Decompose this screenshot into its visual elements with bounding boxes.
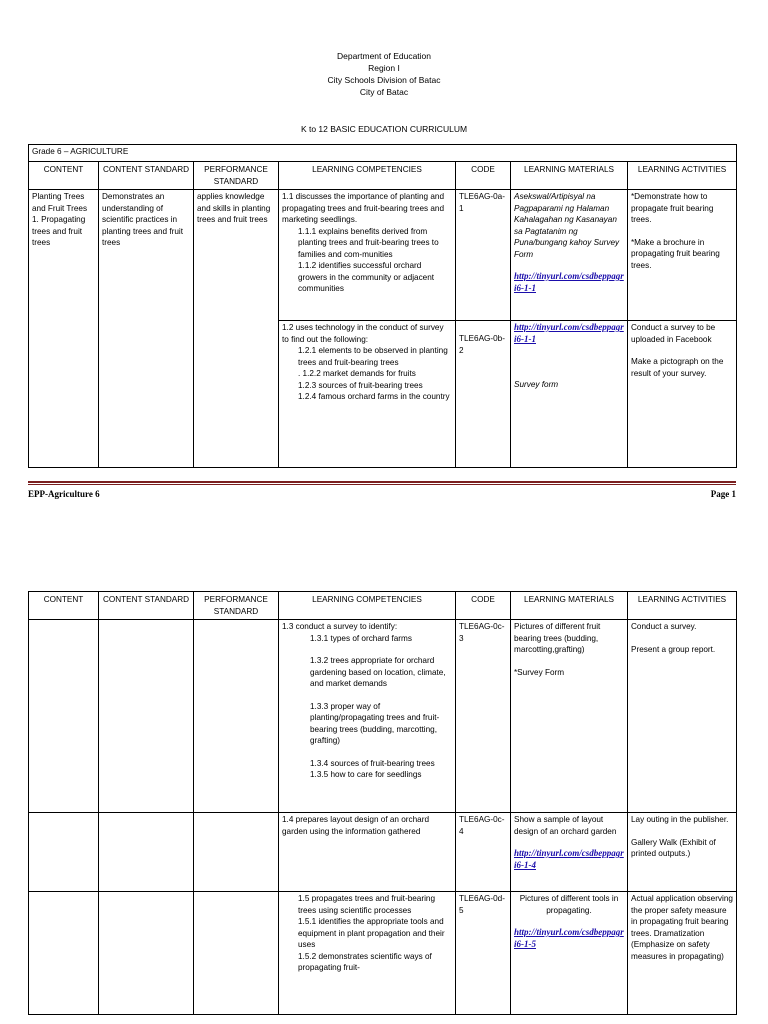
footer-page-number: Page 1 xyxy=(710,489,736,499)
competency-1-3-1: 1.3.1 types of orchard farms xyxy=(310,633,412,643)
col-content: CONTENT xyxy=(29,592,99,620)
competency-1-5-1: 1.5.1 identifies the appropriate tools and equipment in plant propagation and their uses xyxy=(298,917,445,949)
activity-1: Lay outing in the publisher. xyxy=(631,815,729,824)
code-cell: TLE6AG-0a-1 xyxy=(456,190,511,321)
activity-1: *Demonstrate how to propagate fruit bearing trees. xyxy=(631,192,714,224)
col-code: CODE xyxy=(456,592,511,620)
col-performance-standard: PERFORMANCE STANDARD xyxy=(194,592,279,620)
performance-standard-cell xyxy=(194,813,279,892)
activities-cell: Actual application observing the proper safety measure in propagating fruit bearing trees. Dramatization (Emphasize on safety measures in propagating) xyxy=(628,892,737,1015)
content-cell xyxy=(29,892,99,1015)
activity-2: Make a pictograph on the result of your survey. xyxy=(631,357,724,378)
materials-cell xyxy=(511,620,628,813)
materials-link[interactable]: http://tinyurl.com/csdbeppagri6-1-4 xyxy=(514,848,624,870)
col-learning-competencies: LEARNING COMPETENCIES xyxy=(279,592,456,620)
activities-cell xyxy=(628,190,737,321)
materials-text: Survey form xyxy=(514,380,559,389)
header-block xyxy=(0,50,768,98)
materials-text: Pictures of different fruit bearing trees (budding, marcotting,grafting) xyxy=(514,622,601,654)
col-content-standard: CONTENT STANDARD xyxy=(99,162,194,190)
competency-1-2-1: 1.2.1 elements to be observed in planting trees and fruit-bearing trees xyxy=(298,346,448,367)
content-cell: Planting Trees and Fruit Trees 1. Propagating trees and fruit trees xyxy=(29,190,99,468)
competency-cell xyxy=(279,321,456,468)
materials-cell xyxy=(511,892,628,1015)
col-learning-materials: LEARNING MATERIALS xyxy=(511,592,628,620)
activity-2: Present a group report. xyxy=(631,644,716,654)
activities-cell xyxy=(628,321,737,468)
header-department: Department of Education xyxy=(336,51,432,61)
materials-link[interactable]: http://tinyurl.com/csdbeppagri6-1-5 xyxy=(514,927,624,949)
curriculum-title: K to 12 BASIC EDUCATION CURRICULUM xyxy=(300,124,468,134)
code-cell: TLE6AG-0d-5 xyxy=(456,892,511,1015)
competency-cell xyxy=(279,190,456,321)
competency-1-1: 1.1 discusses the importance of planting and propagating trees and fruit-bearing trees and marketing seedlings. xyxy=(282,192,445,224)
materials-link[interactable]: http://tinyurl.com/csdbeppagri6-1-1 xyxy=(514,322,624,344)
materials-text-2: *Survey Form xyxy=(514,667,565,677)
materials-cell xyxy=(511,321,628,468)
competency-1-1-1: 1.1.1 explains benefits derived from planting trees and fruit-bearing trees to families and com-munities xyxy=(298,226,439,259)
header-division: City Schools Division of Batac xyxy=(327,75,441,85)
content-standard-cell xyxy=(99,892,194,1015)
col-learning-activities: LEARNING ACTIVITIES xyxy=(628,162,737,190)
competency-1-2-4: 1.2.4 famous orchard farms in the country xyxy=(298,392,450,401)
materials-text: Pictures of different tools in propagating. xyxy=(519,894,619,915)
col-content: CONTENT xyxy=(29,162,99,190)
curriculum-table-page2 xyxy=(28,591,737,1015)
competency-1-3-5: 1.3.5 how to care for seedlings xyxy=(310,770,422,779)
col-learning-materials: LEARNING MATERIALS xyxy=(511,162,628,190)
competency-1-3-4: 1.3.4 sources of fruit-bearing trees xyxy=(310,758,435,768)
competency-1-2-3: 1.2.3 sources of fruit-bearing trees xyxy=(298,380,423,390)
activities-cell xyxy=(628,813,737,892)
materials-text: Show a sample of layout design of an orchard garden xyxy=(514,815,617,836)
code-cell: TLE6AG-0c-4 xyxy=(456,813,511,892)
col-performance-standard: PERFORMANCE STANDARD xyxy=(194,162,279,190)
col-learning-activities: LEARNING ACTIVITIES xyxy=(628,592,737,620)
table-row xyxy=(29,190,737,321)
competency-cell xyxy=(279,620,456,813)
materials-cell xyxy=(511,813,628,892)
footer-rule xyxy=(28,481,736,485)
competency-1-2-2: . 1.2.2 market demands for fruits xyxy=(298,369,416,378)
footer xyxy=(28,489,736,499)
competency-1-3: 1.3 conduct a survey to identify: xyxy=(282,622,398,631)
competency-1-1-2: 1.1.2 identifies successful orchard growers in the community or adjacent communities xyxy=(298,261,435,293)
competency-1-3-2: 1.3.2 trees appropriate for orchard gardening based on location, climate, and market demands xyxy=(310,656,446,688)
content-cell xyxy=(29,813,99,892)
competency-1-5: 1.5 propagates trees and fruit-bearing trees using scientific processes xyxy=(298,894,436,915)
code-cell xyxy=(456,321,511,468)
materials-text: Asekswal/Artipisyal na Pagpaparami ng Halaman Kahalagahan ng Kasanayan sa Pagtatanim ng Puna/bungang kahoy Survey Form xyxy=(514,192,620,259)
competency-1-3-3: 1.3.3 proper way of planting/propagating trees and fruit-bearing trees (budding, marcotting, grafting) xyxy=(310,701,440,745)
competency-cell xyxy=(279,892,456,1015)
col-learning-competencies: LEARNING COMPETENCIES xyxy=(279,162,456,190)
col-content-standard: CONTENT STANDARD xyxy=(99,592,194,620)
performance-standard-cell xyxy=(194,620,279,813)
content-standard-cell xyxy=(99,813,194,892)
competency-1-2: 1.2 uses technology in the conduct of survey to find out the following: xyxy=(282,323,444,344)
content-standard-cell xyxy=(99,620,194,813)
curriculum-table-page1 xyxy=(28,144,737,468)
column-header-row xyxy=(29,592,737,620)
activity-1: Conduct a survey to be uploaded in Facebook xyxy=(631,323,716,344)
content-cell xyxy=(29,620,99,813)
performance-standard-cell: applies knowledge and skills in planting trees and fruit trees xyxy=(194,190,279,468)
performance-standard-cell xyxy=(194,892,279,1015)
table-row xyxy=(29,813,737,892)
competency-1-5-2: 1.5.2 demonstrates scientific ways of propagating fruit- xyxy=(298,951,432,972)
grade-row xyxy=(29,145,737,162)
col-code: CODE xyxy=(456,162,511,190)
materials-link[interactable]: http://tinyurl.com/csdbeppagri6-1-1 xyxy=(514,271,624,293)
table-row xyxy=(29,620,737,813)
activity-2: Gallery Walk (Exhibit of printed outputs.) xyxy=(631,837,716,858)
competency-1-4: 1.4 prepares layout design of an orchard garden using the information gathered xyxy=(282,815,430,836)
column-header-row xyxy=(29,162,737,190)
activity-1: Conduct a survey. xyxy=(631,622,697,631)
activities-cell xyxy=(628,620,737,813)
table-row xyxy=(29,892,737,1015)
materials-cell xyxy=(511,190,628,321)
competency-cell xyxy=(279,813,456,892)
grade-label: Grade 6 – AGRICULTURE xyxy=(29,145,737,162)
code-text: TLE6AG-0b- 2 xyxy=(459,334,505,355)
footer-subject: EPP-Agriculture 6 xyxy=(28,489,100,499)
content-standard-cell: Demonstrates an understanding of scientific practices in planting trees and fruit trees xyxy=(99,190,194,468)
activity-2: *Make a brochure in propagating fruit bearing trees. xyxy=(631,237,720,270)
header-city: City of Batac xyxy=(359,87,409,97)
code-cell: TLE6AG-0c- 3 xyxy=(456,620,511,813)
header-region: Region I xyxy=(368,63,400,73)
